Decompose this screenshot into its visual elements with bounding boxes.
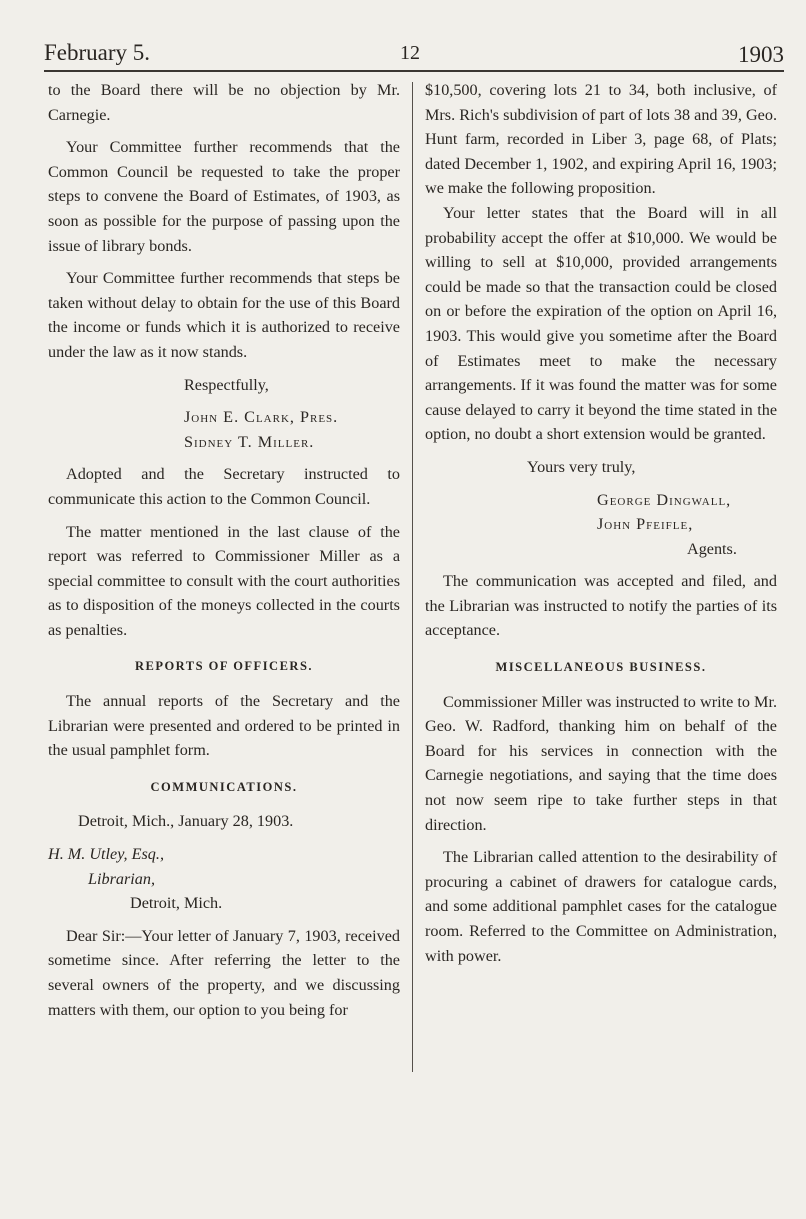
page-number: 12 [400,42,420,64]
paragraph: The matter mentioned in the last clause of the report was referred to Commissioner Miller as a special committee to consult with the court authorities as to disposition of the moneys collected in the courts as penalties. [48,522,400,639]
paragraph: The Librarian called attention to the desirability of procuring a cabinet of drawers for catalogue cards, and some additional pamphlet cases for the catalogue room. Referred to the Committee on Administration, with power. [425,848,777,965]
paragraph: to the Board there will be no objection by Mr. Carnegie. [48,81,400,124]
column-divider [412,82,413,1072]
paragraph: Adopted and the Secretary instructed to communicate this action to the Common Council. [48,465,400,508]
paragraph: Dear Sir:—Your letter of January 7, 1903, received sometime since. After referring the letter to the several owners of the property, and we discussing matters with them, our option to you being for [48,926,400,1019]
paragraph: Commissioner Miller was instructed to write to Mr. Geo. W. Radford, thanking him on behalf of the Board for his services in connection with the Carnegie negotiations, and saying that the time does not now seem ripe to take further steps in that direction. [425,692,777,834]
header-date: February 5. [44,40,151,65]
paragraph: $10,500, covering lots 21 to 34, both inclusive, of Mrs. Rich's subdivision of part of lots 38 and 39, Geo. Hunt farm, recorded in Liber 3, page 68, of Plats; dated December 1, 1902, and expiring April 16, 1903; we make the following proposition. [425,81,777,198]
signature: George Dingwall, [597,490,732,509]
closing: Yours very truly, [527,457,636,476]
left-column [48,78,400,1030]
paragraph: The annual reports of the Secretary and the Librarian were presented and ordered to be printed in the usual pamphlet form. [48,692,400,760]
paragraph: Your Committee further recommends that the Common Council be requested to take the proper steps to convene the Board of Estimates, of 1903, as soon as possible for the purpose of passing upon the issue of library bonds. [48,138,400,255]
signature: John Pfeifle, [597,515,694,534]
signature: Sidney T. Miller. [184,432,315,451]
addressee-city: Detroit, Mich. [130,894,223,913]
paragraph: The communication was accepted and filed, and the Librarian was instructed to notify the parties of its acceptance. [425,572,777,640]
addressee-name: H. M. Utley, Esq., [48,845,164,864]
section-heading: COMMUNICATIONS. [150,779,298,794]
signer-role: Agents. [687,539,737,558]
dateline: Detroit, Mich., January 28, 1903. [78,812,294,831]
addressee-title: Librarian, [88,869,156,888]
paragraph: Your letter states that the Board will in all probability accept the offer at $10,000. We would be willing to sell at $10,000, provided arrangements could be made so that the transaction could be closed on or before the expiration of the option on April 16, 1903. This would give you sometime after the Board of Estimates meet to make the necessary arrangements. If it was found the matter was for some cause delayed to carry it beyond the time stated in the option, no doubt a short extension would be granted. [425,203,777,444]
page-header [44,40,784,72]
closing: Respectfully, [184,375,269,394]
section-heading: MISCELLANEOUS BUSINESS. [495,660,707,675]
header-year: 1903 [738,42,784,67]
signature: John E. Clark, Pres. [184,408,339,427]
section-heading: REPORTS OF OFFICERS. [134,659,314,674]
right-column [425,78,777,976]
paragraph: Your Committee further recommends that steps be taken without delay to obtain for the use of this Board the income or funds which it is authorized to receive under the law as it now stands. [48,269,400,361]
